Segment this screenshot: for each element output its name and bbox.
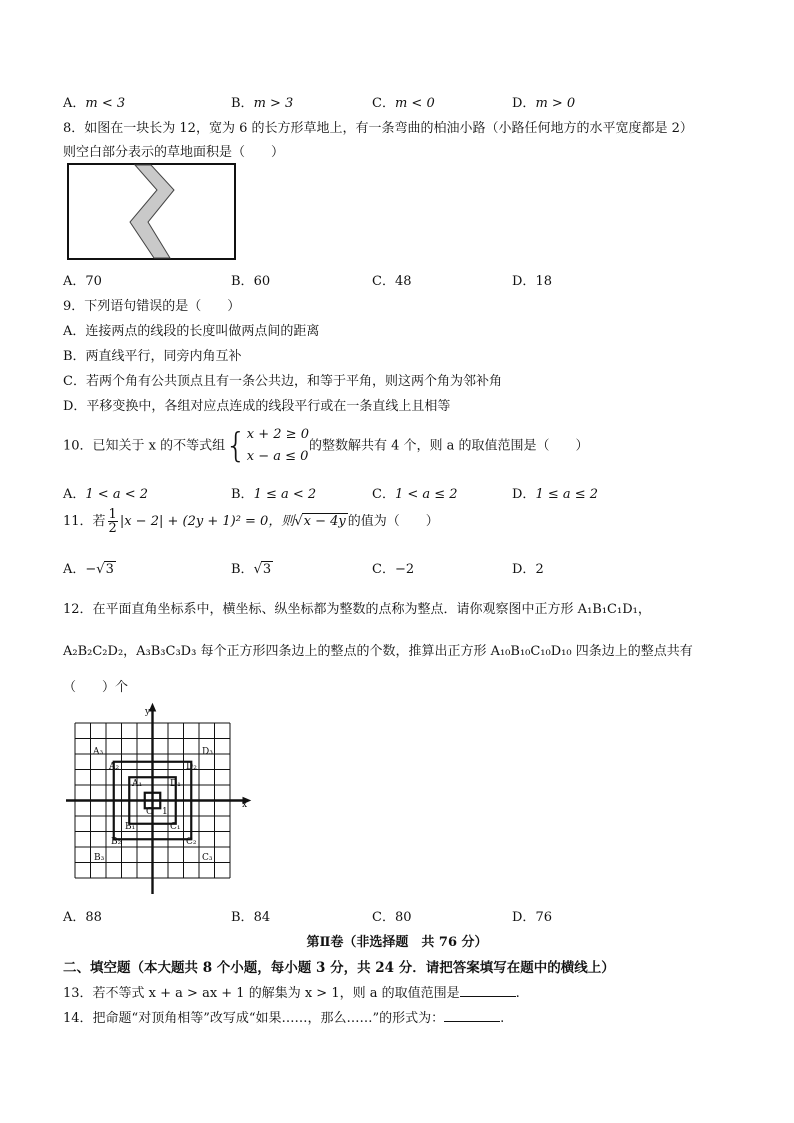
label-C3: C₃ xyxy=(202,853,213,863)
q12-options xyxy=(63,906,743,924)
label-D2: D₂ xyxy=(186,762,197,772)
y-axis-label: y xyxy=(145,707,151,717)
origin-label: O xyxy=(146,807,154,817)
q8-options xyxy=(63,270,743,288)
q7-option-a: A．m < 3 xyxy=(63,96,126,111)
label-D1: D₁ xyxy=(170,779,181,789)
label-B1: B₁ xyxy=(125,822,136,832)
q10-options xyxy=(63,483,743,501)
unit-label: 1 xyxy=(162,807,168,817)
q12-option-b: B．84 xyxy=(231,910,271,925)
q7-options xyxy=(63,92,743,110)
q11-option-c: C．−2 xyxy=(372,562,415,577)
label-A3: A₃ xyxy=(93,747,104,757)
q8-stem-line1: 8．如图在一块长为 12，宽为 6 的长方形草地上，有一条弯曲的柏油小路（小路任何地方的水平宽度都是 2） xyxy=(63,121,693,136)
q8-option-c: C．48 xyxy=(372,274,412,289)
q11-prefix: 11．若 xyxy=(63,514,106,529)
sqrt-icon: √ xyxy=(96,562,105,577)
q7-option-d: D．m > 0 xyxy=(512,96,576,111)
label-A1: A₁ xyxy=(132,779,143,789)
part2-title: 第Ⅱ卷（非选择题 共 76 分） xyxy=(306,935,488,950)
q12-option-c: C．80 xyxy=(372,910,412,925)
q8-option-d: D．18 xyxy=(512,274,552,289)
sqrt-icon: √ xyxy=(294,514,303,529)
q11-fraction: $\frac{1}{2}$ xyxy=(108,507,117,536)
q14-answer-blank[interactable] xyxy=(444,1009,500,1022)
q9-stem: 9．下列语句错误的是（ ） xyxy=(63,299,241,314)
q11-option-d: D．2 xyxy=(512,562,544,577)
label-C1: C₁ xyxy=(170,822,181,832)
q7-option-c: C．m < 0 xyxy=(372,96,435,111)
q10-system xyxy=(247,424,309,468)
q10-option-a: A．1 < a < 2 xyxy=(63,487,148,502)
q7-option-b: B．m > 3 xyxy=(231,96,294,111)
q10-prefix: 10．已知关于 x 的不等式组 xyxy=(63,438,226,454)
q8-stem-line2: 则空白部分表示的草地面积是（ ） xyxy=(63,145,285,160)
label-C2: C₂ xyxy=(186,837,197,847)
q9-choice-b: B．两直线平行，同旁内角互补 xyxy=(63,349,242,364)
q10-option-b: B．1 ≤ a < 2 xyxy=(231,487,317,502)
q11-mid: |x − 2| + (2y + 1)² = 0，则 xyxy=(119,514,295,529)
label-D3: D₃ xyxy=(202,747,213,757)
brace-glyph: { xyxy=(225,426,247,466)
label-B2: B₂ xyxy=(111,837,122,847)
q14-suffix: . xyxy=(500,1011,505,1026)
q13-stem xyxy=(63,982,520,1001)
q11-option-a: A．−√3 xyxy=(63,562,114,577)
sqrt-icon: √ xyxy=(253,562,262,577)
q10-option-d: D．1 ≤ a ≤ 2 xyxy=(512,487,599,502)
q10-option-c: C．1 < a ≤ 2 xyxy=(372,487,458,502)
q13-suffix: . xyxy=(515,986,520,1001)
label-A2: A₂ xyxy=(109,762,120,772)
q9-choice-d: D．平移变换中，各组对应点连成的线段平行或在一条直线上且相等 xyxy=(63,399,451,414)
q11-suffix: 的值为（ ） xyxy=(347,514,439,529)
q12-grid-figure xyxy=(62,702,254,896)
q8-lawn-figure xyxy=(66,162,238,262)
q10-ineq1: x + 2 ≥ 0 xyxy=(246,427,309,442)
grid-lines xyxy=(66,704,250,894)
q13-prefix: 13．若不等式 x + a > ax + 1 的解集为 x > 1，则 a 的取值范围是 xyxy=(63,986,460,1001)
q14-stem xyxy=(63,1007,504,1026)
q12-option-a: A．88 xyxy=(63,910,102,925)
label-B3: B₃ xyxy=(94,853,105,863)
q9-choice-a: A．连接两点的线段的长度叫做两点间的距离 xyxy=(63,324,320,339)
q12-stem-line1: 12．在平面直角坐标系中，横坐标、纵坐标都为整数的点称为整点．请你观察图中正方形 A₁B₁C₁D₁， xyxy=(63,602,651,617)
q12-stem-line2: A₂B₂C₂D₂，A₃B₃C₃D₃ 每个正方形四条边上的整点的个数，推算出正方形 A₁₀B₁₀C₁₀D₁₀ 四条边上的整点共有 xyxy=(63,644,693,659)
x-axis-label: x xyxy=(242,800,248,810)
q12-option-d: D．76 xyxy=(512,910,552,925)
q10-stem xyxy=(63,424,589,468)
q14-prefix: 14．把命题“对顶角相等”改写成“如果……，那么……”的形式为： xyxy=(63,1011,445,1026)
q11-stem xyxy=(63,508,439,535)
q8-option-b: B．60 xyxy=(231,274,271,289)
q8-option-a: A．70 xyxy=(63,274,102,289)
q11-options xyxy=(63,558,743,576)
q13-answer-blank[interactable] xyxy=(460,984,516,997)
q11-radicand: x − 4y xyxy=(303,514,346,529)
q11-option-b: B．√3 xyxy=(231,562,272,577)
q12-stem-line3: （ ）个 xyxy=(63,680,129,695)
section2-title: 二、填空题（本大题共 8 个小题，每小题 3 分，共 24 分．请把答案填写在题中的横线上） xyxy=(63,960,615,976)
q10-ineq2: x − a ≤ 0 xyxy=(246,449,309,464)
q9-choice-c: C．若两个角有公共顶点且有一条公共边，和等于平角，则这两个角为邻补角 xyxy=(63,374,502,389)
q10-suffix: 的整数解共有 4 个，则 a 的取值范围是（ ） xyxy=(308,438,589,454)
y-axis-arrow xyxy=(150,704,156,711)
